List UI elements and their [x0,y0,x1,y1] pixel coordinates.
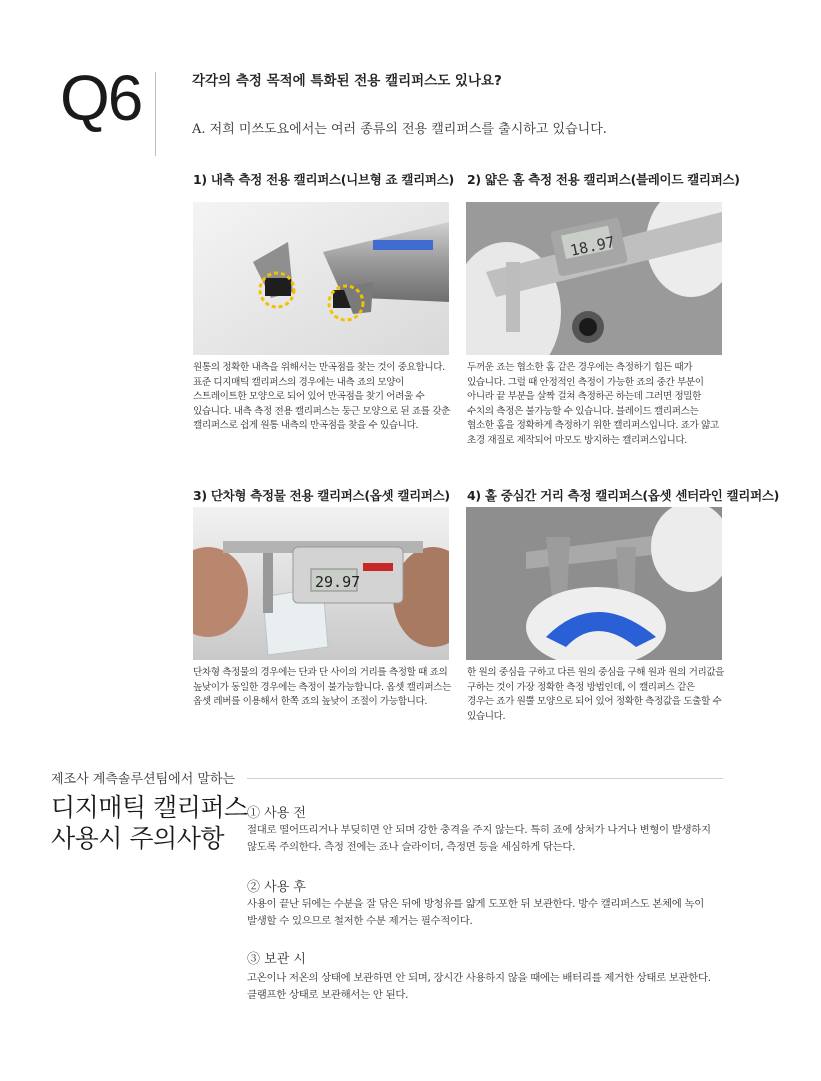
card-line: 아니라 끝 부분을 살짝 걸쳐 측정하곤 하는데 그러면 정밀한 [467,391,702,403]
card-line: 표준 디지매틱 캘리퍼스의 경우에는 내측 죠의 모양이 [193,376,404,388]
card-text-centerline-caliper [467,666,724,724]
card-heading-inside-caliper: 1) 내측 측정 전용 캘리퍼스(니브형 죠 캘리퍼스) [193,172,454,187]
card-line: 캘리퍼스로 쉽게 원통 내측의 만곡점을 찾을 수 있습니다. [193,420,419,432]
step-text-before-use [247,822,711,856]
header-divider [155,72,156,156]
step-line: 않도록 주의한다. 측정 전에는 죠나 슬라이더, 측정면 등을 세심하게 닦는다. [247,841,576,853]
card-line: 높낮이가 동일한 경우에는 측정이 불가능합니다. 옵셋 캘리퍼스는 [193,681,451,693]
card-text-blade-caliper [467,361,719,449]
card-line: 있습니다. 그럴 때 안정적인 측정이 가능한 죠의 중간 부분이 [467,376,704,388]
card-line: 단차형 측정물의 경우에는 단과 단 사이의 거리를 측정할 때 죠의 [193,667,448,678]
step-text-storage [247,970,711,1004]
display-reading: 29.97 [315,573,361,591]
step-heading-after-use: ② 사용 후 [247,880,306,895]
photo-centerline-caliper [466,507,722,660]
card-heading-blade-caliper: 2) 얇은 홈 측정 전용 캘리퍼스(블레이드 캘리퍼스) [467,172,740,187]
step-heading-before-use: ① 사용 전 [247,806,306,821]
photo-inside-caliper [193,202,449,355]
photo-blade-caliper [466,202,722,355]
card-line: 구하는 것이 가장 정확한 측정 방법인데, 이 캘리퍼스 같은 [467,681,695,693]
step-line: 고온이나 저온의 상태에 보관하면 안 되며, 장시간 사용하지 않을 때에는 배터리를 제거한 상태로 보관한다. [247,972,711,984]
question-title: 각각의 측정 목적에 특화된 전용 캘리퍼스도 있나요? [192,73,502,89]
notes-title-line2: 사용시 주의사항 [51,824,224,853]
display-reading: 18.97 [568,232,617,260]
card-line: 수치의 측정은 불가능할 수 있습니다. 블레이드 캘리퍼스는 [467,405,699,417]
card-line: 두꺼운 죠는 협소한 홈 같은 경우에는 측정하기 힘든 때가 [467,362,693,373]
card-line: 한 원의 중심을 구하고 다른 원의 중심을 구해 원과 원의 거리값을 [467,667,725,678]
step-line: 클램프한 상태로 보관해서는 안 된다. [247,989,409,1001]
card-line: 초경 재질로 제작되어 마모도 방지하는 캘리퍼스입니다. [467,434,687,446]
card-line: 경우는 죠가 원뿔 모양으로 되어 있어 정확한 측정값을 도출할 수 [467,696,722,708]
question-number: Q6 [60,62,142,134]
card-text-inside-caliper [193,361,450,434]
card-line: 원통의 정확한 내측을 위해서는 만곡점을 찾는 것이 중요합니다. [193,362,445,373]
notes-title-line1: 디지매틱 캘리퍼스 [51,793,248,822]
card-line: 있습니다. [467,710,506,722]
card-line: 협소한 홈을 정확하게 측정하기 위한 캘리퍼스입니다. 죠가 얇고 [467,420,719,432]
step-line: 절대로 떨어뜨리거나 부딪히면 안 되며 강한 충격을 주지 않는다. 특히 죠에 상처가 나거나 변형이 발생하지 [247,824,711,836]
step-text-after-use [247,896,704,930]
answer-text: A. 저희 미쓰도요에서는 여러 종류의 전용 캘리퍼스를 출시하고 있습니다. [192,122,607,137]
card-heading-offset-caliper: 3) 단차형 측정물 전용 캘리퍼스(옵셋 캘리퍼스) [193,488,450,503]
step-line: 사용이 끝난 뒤에는 수분을 잘 닦은 뒤에 방청유를 얇게 도포한 뒤 보관한다. 방수 캘리퍼스도 본체에 녹이 [247,898,705,910]
photo-offset-caliper [193,507,449,660]
step-line: 발생할 수 있으므로 철저한 수분 제거는 필수적이다. [247,915,473,927]
highlight-ring [329,286,363,320]
card-heading-centerline-caliper: 4) 홀 중심간 거리 측정 캘리퍼스(옵셋 센터라인 캘리퍼스) [467,488,780,503]
card-line: 스트레이트한 모양으로 되어 있어 만곡점을 찾기 어려울 수 [193,391,425,403]
highlight-ring [260,273,294,307]
step-heading-storage: ③ 보관 시 [247,952,306,967]
notes-subtitle: 제조사 계측솔루션팀에서 말하는 [51,772,236,787]
card-text-offset-caliper [193,666,451,710]
card-line: 있습니다. 내측 측정 전용 캘리퍼스는 둥근 모양으로 된 죠를 갖춘 [193,405,451,417]
card-line: 옵셋 레버를 이용해서 한쪽 죠의 높낮이 조절이 가능합니다. [193,696,428,708]
notes-divider [247,778,723,779]
